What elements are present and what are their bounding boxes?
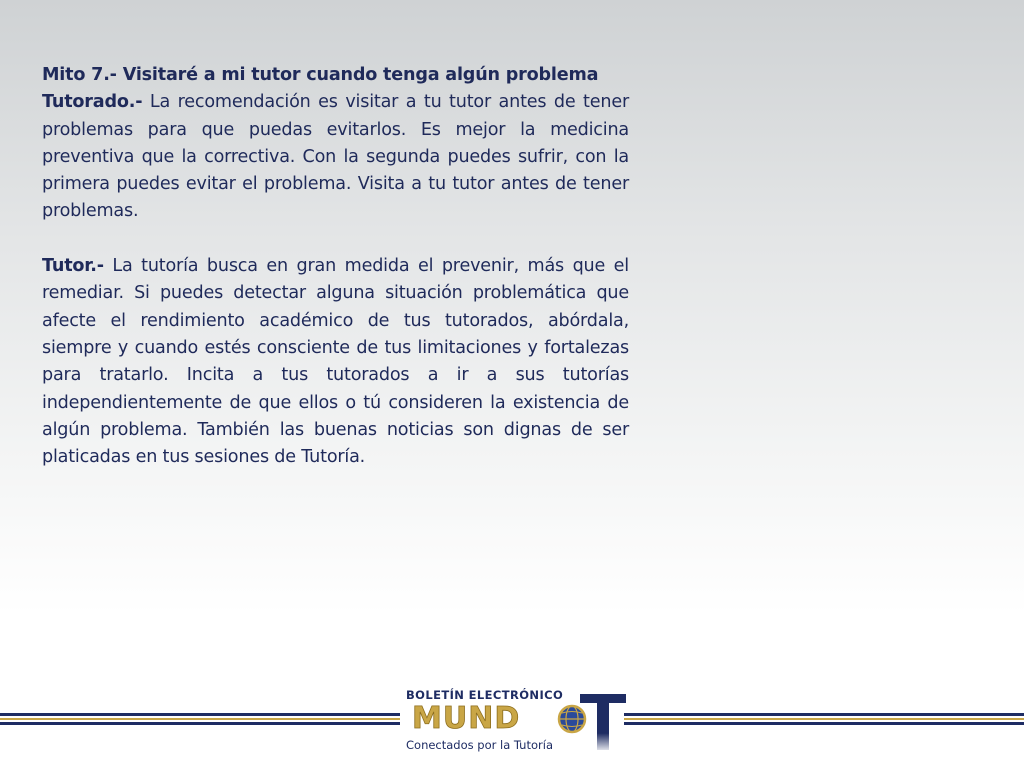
footer-line-navy-top	[624, 713, 1024, 716]
tutorado-paragraph	[42, 89, 629, 225]
logo-tagline: Conectados por la Tutoría	[406, 738, 553, 752]
footer-lines-left	[0, 713, 400, 727]
footer-line-navy-bottom	[0, 722, 400, 725]
tutorado-label: Tutorado.-	[42, 92, 143, 113]
paragraph-spacer	[42, 226, 629, 253]
footer-line-gold	[0, 718, 400, 720]
tutor-label: Tutor.-	[42, 256, 104, 277]
article-title: Mito 7.- Visitaré a mi tutor cuando tenga algún problema	[42, 65, 599, 85]
footer-lines-right	[624, 713, 1024, 727]
footer-line-navy-bottom	[624, 722, 1024, 725]
article-body	[42, 62, 629, 471]
footer-line-navy-top	[0, 713, 400, 716]
footer-line-gold	[624, 718, 1024, 720]
logo-top-text: BOLETÍN ELECTRÓNICO	[406, 688, 564, 702]
tutor-text: La tutoría busca en gran medida el prevenir, más que el remediar. Si puedes detectar alguna situación problemática que afecte el rendimiento académico de tus tutorados, abórdala, siempre y cuando estés consciente de tus limitaciones y fortalezas para tratarlo. Incita a tus tutorados a ir a sus tutorías independientemente de que ellos o tú consideren la existencia de algún problema. También las buenas noticias son dignas de ser platicadas en tus sesiones de Tutoría.	[42, 256, 629, 468]
tutor-paragraph	[42, 253, 629, 471]
logo-word: MUND	[412, 701, 521, 736]
logo-t-icon	[580, 690, 626, 750]
mundot-logo	[404, 688, 626, 760]
tutorado-text: La recomendación es visitar a tu tutor antes de tener problemas para que puedas evitarlos. Es mejor la medicina preventiva que la correctiva. Con la segunda puedes sufrir, con la primera puedes evitar el problema. Visita a tu tutor antes de tener problemas.	[42, 92, 629, 222]
